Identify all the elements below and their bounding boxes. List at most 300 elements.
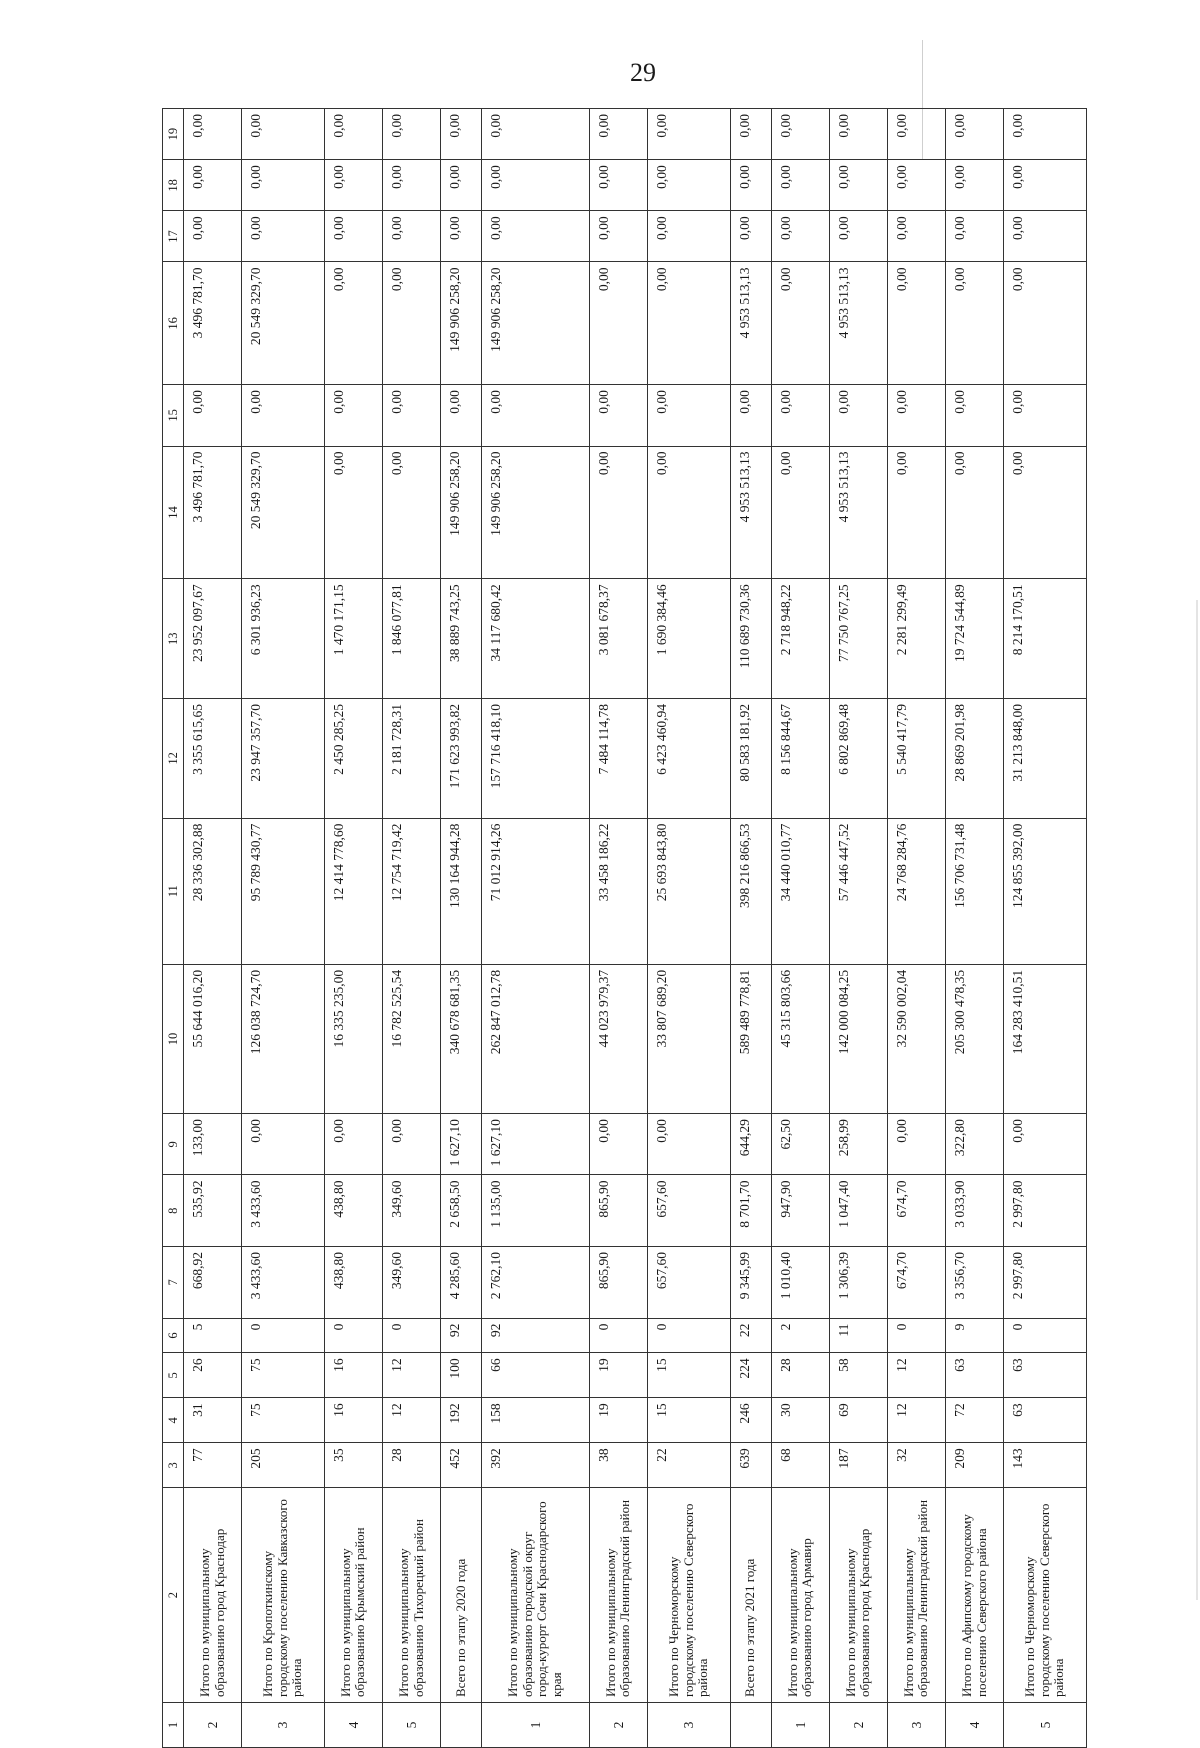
cell-col-13: 2 281 299,49 <box>887 579 945 699</box>
cell-col-11: 124 855 392,00 <box>1004 818 1087 964</box>
column-number-2: 2 <box>163 1488 184 1703</box>
cell-col-8: 438,80 <box>324 1175 382 1247</box>
cell-col-12: 171 623 993,82 <box>441 699 482 819</box>
cell-col-8: 1 047,40 <box>829 1175 887 1247</box>
municipality-name: Итого по муниципальному образованию Ленинградский район <box>887 1488 945 1703</box>
cell-col-8: 3 433,60 <box>242 1175 325 1247</box>
cell-col-4: 192 <box>441 1398 482 1443</box>
cell-col-19: 0,00 <box>324 109 382 160</box>
table-row <box>829 109 887 1748</box>
cell-col-13: 38 889 743,25 <box>441 579 482 699</box>
cell-col-14: 0,00 <box>887 446 945 579</box>
cell-col-12: 7 484 114,78 <box>589 699 647 819</box>
cell-col-19: 0,00 <box>184 109 242 160</box>
cell-col-6: 0 <box>589 1318 647 1353</box>
cell-col-18: 0,00 <box>184 160 242 211</box>
cell-col-5: 12 <box>887 1353 945 1398</box>
cell-col-12: 28 869 201,98 <box>946 699 1004 819</box>
cell-col-4: 16 <box>324 1398 382 1443</box>
cell-col-15: 0,00 <box>242 385 325 446</box>
cell-col-16: 0,00 <box>946 262 1004 385</box>
table-row <box>589 109 647 1748</box>
cell-col-8: 947,90 <box>771 1175 829 1247</box>
cell-col-15: 0,00 <box>887 385 945 446</box>
row-number <box>730 1703 771 1748</box>
cell-col-5: 15 <box>647 1353 730 1398</box>
cell-col-13: 3 081 678,37 <box>589 579 647 699</box>
cell-col-7: 865,90 <box>589 1247 647 1319</box>
table-row <box>1004 109 1087 1748</box>
cell-col-11: 57 446 447,52 <box>829 818 887 964</box>
cell-col-5: 58 <box>829 1353 887 1398</box>
cell-col-6: 0 <box>383 1318 441 1353</box>
cell-col-8: 865,90 <box>589 1175 647 1247</box>
column-number-12: 12 <box>163 699 184 819</box>
cell-col-12: 6 423 460,94 <box>647 699 730 819</box>
cell-col-3: 205 <box>242 1443 325 1488</box>
cell-col-10: 126 038 724,70 <box>242 964 325 1113</box>
cell-col-8: 674,70 <box>887 1175 945 1247</box>
row-number: 3 <box>242 1703 325 1748</box>
column-number-17: 17 <box>163 211 184 262</box>
cell-col-6: 11 <box>829 1318 887 1353</box>
cell-col-12: 3 355 615,65 <box>184 699 242 819</box>
cell-col-5: 19 <box>589 1353 647 1398</box>
row-number: 2 <box>184 1703 242 1748</box>
municipality-name: Итого по Черноморскому городскому поселению Северского района <box>1004 1488 1087 1703</box>
table-row <box>383 109 441 1748</box>
cell-col-17: 0,00 <box>324 211 382 262</box>
cell-col-14: 0,00 <box>647 446 730 579</box>
cell-col-14: 20 549 329,70 <box>242 446 325 579</box>
cell-col-19: 0,00 <box>887 109 945 160</box>
column-number-6: 6 <box>163 1318 184 1353</box>
column-number-14: 14 <box>163 446 184 579</box>
cell-col-16: 3 496 781,70 <box>184 262 242 385</box>
municipality-name: Итого по муниципальному образованию Крымский район <box>324 1488 382 1703</box>
column-number-3: 3 <box>163 1443 184 1488</box>
cell-col-10: 55 644 016,20 <box>184 964 242 1113</box>
cell-col-7: 657,60 <box>647 1247 730 1319</box>
cell-col-3: 32 <box>887 1443 945 1488</box>
cell-col-14: 0,00 <box>946 446 1004 579</box>
cell-col-12: 8 156 844,67 <box>771 699 829 819</box>
cell-col-10: 16 335 235,00 <box>324 964 382 1113</box>
cell-col-6: 2 <box>771 1318 829 1353</box>
cell-col-15: 0,00 <box>647 385 730 446</box>
cell-col-10: 33 807 689,20 <box>647 964 730 1113</box>
cell-col-4: 15 <box>647 1398 730 1443</box>
municipality-name: Итого по муниципальному образованию город Краснодар <box>184 1488 242 1703</box>
cell-col-6: 92 <box>441 1318 482 1353</box>
cell-col-10: 205 300 478,35 <box>946 964 1004 1113</box>
cell-col-3: 22 <box>647 1443 730 1488</box>
cell-col-5: 66 <box>482 1353 590 1398</box>
municipality-name: Итого по Кропоткинскому городскому поселению Кавказского района <box>242 1488 325 1703</box>
cell-col-3: 143 <box>1004 1443 1087 1488</box>
cell-col-6: 92 <box>482 1318 590 1353</box>
cell-col-8: 349,60 <box>383 1175 441 1247</box>
cell-col-8: 657,60 <box>647 1175 730 1247</box>
cell-col-18: 0,00 <box>589 160 647 211</box>
municipality-name: Всего по этапу 2021 года <box>730 1488 771 1703</box>
cell-col-12: 23 947 357,70 <box>242 699 325 819</box>
cell-col-15: 0,00 <box>441 385 482 446</box>
cell-col-8: 1 135,00 <box>482 1175 590 1247</box>
cell-col-17: 0,00 <box>383 211 441 262</box>
cell-col-12: 80 583 181,92 <box>730 699 771 819</box>
cell-col-3: 452 <box>441 1443 482 1488</box>
table-row <box>242 109 325 1748</box>
cell-col-18: 0,00 <box>829 160 887 211</box>
cell-col-5: 12 <box>383 1353 441 1398</box>
cell-col-18: 0,00 <box>647 160 730 211</box>
cell-col-3: 639 <box>730 1443 771 1488</box>
cell-col-14: 0,00 <box>589 446 647 579</box>
cell-col-15: 0,00 <box>946 385 1004 446</box>
column-number-row <box>163 109 184 1748</box>
row-number: 5 <box>1004 1703 1087 1748</box>
cell-col-12: 5 540 417,79 <box>887 699 945 819</box>
cell-col-8: 535,92 <box>184 1175 242 1247</box>
cell-col-14: 0,00 <box>1004 446 1087 579</box>
cell-col-5: 26 <box>184 1353 242 1398</box>
table-row <box>730 109 771 1748</box>
cell-col-13: 1 690 384,46 <box>647 579 730 699</box>
cell-col-13: 110 689 730,36 <box>730 579 771 699</box>
cell-col-19: 0,00 <box>771 109 829 160</box>
cell-col-19: 0,00 <box>383 109 441 160</box>
page-number: 29 <box>630 58 656 87</box>
cell-col-19: 0,00 <box>242 109 325 160</box>
cell-col-13: 23 952 097,67 <box>184 579 242 699</box>
cell-col-7: 9 345,99 <box>730 1247 771 1319</box>
data-table <box>162 108 1087 1748</box>
cell-col-15: 0,00 <box>771 385 829 446</box>
cell-col-15: 0,00 <box>829 385 887 446</box>
cell-col-11: 24 768 284,76 <box>887 818 945 964</box>
cell-col-5: 16 <box>324 1353 382 1398</box>
row-number: 1 <box>482 1703 590 1748</box>
municipality-name: Итого по муниципальному образованию городской округ город-курорт Сочи Краснодарского края <box>482 1488 590 1703</box>
cell-col-14: 0,00 <box>324 446 382 579</box>
cell-col-9: 258,99 <box>829 1114 887 1175</box>
cell-col-16: 0,00 <box>887 262 945 385</box>
cell-col-3: 35 <box>324 1443 382 1488</box>
cell-col-9: 0,00 <box>887 1114 945 1175</box>
cell-col-5: 63 <box>946 1353 1004 1398</box>
cell-col-18: 0,00 <box>771 160 829 211</box>
cell-col-9: 0,00 <box>589 1114 647 1175</box>
cell-col-4: 246 <box>730 1398 771 1443</box>
municipality-name: Итого по муниципальному образованию город Краснодар <box>829 1488 887 1703</box>
cell-col-11: 156 706 731,48 <box>946 818 1004 964</box>
column-number-15: 15 <box>163 385 184 446</box>
cell-col-7: 668,92 <box>184 1247 242 1319</box>
column-number-11: 11 <box>163 818 184 964</box>
cell-col-6: 0 <box>647 1318 730 1353</box>
cell-col-7: 3 356,70 <box>946 1247 1004 1319</box>
cell-col-7: 349,60 <box>383 1247 441 1319</box>
cell-col-9: 0,00 <box>1004 1114 1087 1175</box>
cell-col-7: 2 997,80 <box>1004 1247 1087 1319</box>
cell-col-13: 1 846 077,81 <box>383 579 441 699</box>
cell-col-9: 0,00 <box>324 1114 382 1175</box>
row-number: 4 <box>946 1703 1004 1748</box>
column-number-8: 8 <box>163 1175 184 1247</box>
cell-col-18: 0,00 <box>482 160 590 211</box>
cell-col-3: 28 <box>383 1443 441 1488</box>
cell-col-17: 0,00 <box>441 211 482 262</box>
cell-col-17: 0,00 <box>887 211 945 262</box>
cell-col-4: 72 <box>946 1398 1004 1443</box>
cell-col-8: 3 033,90 <box>946 1175 1004 1247</box>
cell-col-15: 0,00 <box>589 385 647 446</box>
cell-col-6: 5 <box>184 1318 242 1353</box>
cell-col-10: 589 489 778,81 <box>730 964 771 1113</box>
cell-col-11: 25 693 843,80 <box>647 818 730 964</box>
cell-col-7: 3 433,60 <box>242 1247 325 1319</box>
cell-col-18: 0,00 <box>383 160 441 211</box>
cell-col-12: 6 802 869,48 <box>829 699 887 819</box>
cell-col-13: 6 301 936,23 <box>242 579 325 699</box>
cell-col-16: 0,00 <box>771 262 829 385</box>
table-row <box>324 109 382 1748</box>
cell-col-13: 1 470 171,15 <box>324 579 382 699</box>
cell-col-9: 62,50 <box>771 1114 829 1175</box>
column-number-1: 1 <box>163 1703 184 1748</box>
cell-col-16: 0,00 <box>1004 262 1087 385</box>
cell-col-9: 0,00 <box>647 1114 730 1175</box>
cell-col-9: 1 627,10 <box>441 1114 482 1175</box>
row-number <box>441 1703 482 1748</box>
cell-col-15: 0,00 <box>1004 385 1087 446</box>
cell-col-11: 71 012 914,26 <box>482 818 590 964</box>
cell-col-16: 149 906 258,20 <box>482 262 590 385</box>
cell-col-4: 63 <box>1004 1398 1087 1443</box>
cell-col-8: 2 658,50 <box>441 1175 482 1247</box>
cell-col-17: 0,00 <box>1004 211 1087 262</box>
row-number: 1 <box>771 1703 829 1748</box>
cell-col-4: 69 <box>829 1398 887 1443</box>
cell-col-9: 133,00 <box>184 1114 242 1175</box>
row-number: 2 <box>829 1703 887 1748</box>
row-number: 4 <box>324 1703 382 1748</box>
cell-col-14: 149 906 258,20 <box>482 446 590 579</box>
cell-col-19: 0,00 <box>441 109 482 160</box>
table-body <box>184 109 1087 1748</box>
cell-col-16: 4 953 513,13 <box>730 262 771 385</box>
cell-col-19: 0,00 <box>589 109 647 160</box>
cell-col-17: 0,00 <box>647 211 730 262</box>
cell-col-11: 28 336 302,88 <box>184 818 242 964</box>
cell-col-6: 0 <box>1004 1318 1087 1353</box>
cell-col-17: 0,00 <box>771 211 829 262</box>
cell-col-17: 0,00 <box>242 211 325 262</box>
cell-col-3: 187 <box>829 1443 887 1488</box>
column-number-7: 7 <box>163 1247 184 1319</box>
cell-col-14: 0,00 <box>383 446 441 579</box>
cell-col-10: 164 283 410,51 <box>1004 964 1087 1113</box>
cell-col-16: 149 906 258,20 <box>441 262 482 385</box>
row-number: 5 <box>383 1703 441 1748</box>
cell-col-10: 32 590 002,04 <box>887 964 945 1113</box>
table-row <box>771 109 829 1748</box>
scan-edge-mark <box>1196 600 1198 1600</box>
cell-col-5: 224 <box>730 1353 771 1398</box>
column-number-5: 5 <box>163 1353 184 1398</box>
cell-col-5: 63 <box>1004 1353 1087 1398</box>
cell-col-6: 22 <box>730 1318 771 1353</box>
cell-col-16: 4 953 513,13 <box>829 262 887 385</box>
cell-col-16: 0,00 <box>324 262 382 385</box>
cell-col-4: 75 <box>242 1398 325 1443</box>
cell-col-12: 31 213 848,00 <box>1004 699 1087 819</box>
cell-col-7: 1 306,39 <box>829 1247 887 1319</box>
cell-col-3: 68 <box>771 1443 829 1488</box>
column-number-13: 13 <box>163 579 184 699</box>
cell-col-11: 12 414 778,60 <box>324 818 382 964</box>
municipality-name: Итого по муниципальному образованию город Армавир <box>771 1488 829 1703</box>
cell-col-17: 0,00 <box>184 211 242 262</box>
cell-col-4: 158 <box>482 1398 590 1443</box>
cell-col-16: 0,00 <box>383 262 441 385</box>
table-row <box>441 109 482 1748</box>
cell-col-18: 0,00 <box>1004 160 1087 211</box>
cell-col-7: 4 285,60 <box>441 1247 482 1319</box>
cell-col-9: 0,00 <box>242 1114 325 1175</box>
table-row <box>887 109 945 1748</box>
cell-col-10: 340 678 681,35 <box>441 964 482 1113</box>
cell-col-9: 1 627,10 <box>482 1114 590 1175</box>
cell-col-15: 0,00 <box>730 385 771 446</box>
cell-col-19: 0,00 <box>482 109 590 160</box>
municipality-name: Всего по этапу 2020 года <box>441 1488 482 1703</box>
column-number-9: 9 <box>163 1114 184 1175</box>
cell-col-13: 19 724 544,89 <box>946 579 1004 699</box>
cell-col-5: 100 <box>441 1353 482 1398</box>
cell-col-11: 398 216 866,53 <box>730 818 771 964</box>
cell-col-10: 262 847 012,78 <box>482 964 590 1113</box>
cell-col-12: 2 181 728,31 <box>383 699 441 819</box>
cell-col-12: 157 716 418,10 <box>482 699 590 819</box>
cell-col-3: 38 <box>589 1443 647 1488</box>
cell-col-4: 30 <box>771 1398 829 1443</box>
row-number: 3 <box>887 1703 945 1748</box>
cell-col-14: 149 906 258,20 <box>441 446 482 579</box>
municipality-name: Итого по Афипскому городскому поселению Северского района <box>946 1488 1004 1703</box>
cell-col-13: 77 750 767,25 <box>829 579 887 699</box>
cell-col-17: 0,00 <box>482 211 590 262</box>
cell-col-5: 28 <box>771 1353 829 1398</box>
table-row <box>946 109 1004 1748</box>
cell-col-19: 0,00 <box>730 109 771 160</box>
cell-col-14: 3 496 781,70 <box>184 446 242 579</box>
cell-col-16: 0,00 <box>647 262 730 385</box>
table-row <box>647 109 730 1748</box>
cell-col-3: 209 <box>946 1443 1004 1488</box>
cell-col-18: 0,00 <box>946 160 1004 211</box>
cell-col-17: 0,00 <box>829 211 887 262</box>
table-row <box>184 109 242 1748</box>
rotated-table-container <box>162 108 1087 1748</box>
cell-col-14: 0,00 <box>771 446 829 579</box>
cell-col-6: 9 <box>946 1318 1004 1353</box>
column-number-19: 19 <box>163 109 184 160</box>
cell-col-10: 44 023 979,37 <box>589 964 647 1113</box>
cell-col-3: 392 <box>482 1443 590 1488</box>
cell-col-13: 8 214 170,51 <box>1004 579 1087 699</box>
cell-col-10: 45 315 803,66 <box>771 964 829 1113</box>
cell-col-8: 2 997,80 <box>1004 1175 1087 1247</box>
cell-col-18: 0,00 <box>324 160 382 211</box>
cell-col-16: 0,00 <box>589 262 647 385</box>
cell-col-19: 0,00 <box>946 109 1004 160</box>
cell-col-8: 8 701,70 <box>730 1175 771 1247</box>
cell-col-17: 0,00 <box>589 211 647 262</box>
municipality-name: Итого по муниципальному образованию Тихорецкий район <box>383 1488 441 1703</box>
column-number-18: 18 <box>163 160 184 211</box>
cell-col-15: 0,00 <box>184 385 242 446</box>
cell-col-18: 0,00 <box>242 160 325 211</box>
cell-col-15: 0,00 <box>383 385 441 446</box>
table-row <box>482 109 590 1748</box>
cell-col-18: 0,00 <box>887 160 945 211</box>
cell-col-4: 31 <box>184 1398 242 1443</box>
cell-col-9: 322,80 <box>946 1114 1004 1175</box>
cell-col-11: 33 458 186,22 <box>589 818 647 964</box>
cell-col-11: 95 789 430,77 <box>242 818 325 964</box>
column-number-4: 4 <box>163 1398 184 1443</box>
column-number-16: 16 <box>163 262 184 385</box>
cell-col-6: 0 <box>242 1318 325 1353</box>
cell-col-15: 0,00 <box>324 385 382 446</box>
cell-col-17: 0,00 <box>730 211 771 262</box>
cell-col-17: 0,00 <box>946 211 1004 262</box>
cell-col-13: 34 117 680,42 <box>482 579 590 699</box>
cell-col-19: 0,00 <box>829 109 887 160</box>
cell-col-18: 0,00 <box>441 160 482 211</box>
cell-col-9: 0,00 <box>383 1114 441 1175</box>
cell-col-19: 0,00 <box>647 109 730 160</box>
cell-col-10: 142 000 084,25 <box>829 964 887 1113</box>
row-number: 3 <box>647 1703 730 1748</box>
cell-col-9: 644,29 <box>730 1114 771 1175</box>
municipality-name: Итого по муниципальному образованию Ленинградский район <box>589 1488 647 1703</box>
cell-col-4: 12 <box>383 1398 441 1443</box>
cell-col-6: 0 <box>324 1318 382 1353</box>
cell-col-5: 75 <box>242 1353 325 1398</box>
cell-col-19: 0,00 <box>1004 109 1087 160</box>
cell-col-18: 0,00 <box>730 160 771 211</box>
cell-col-12: 2 450 285,25 <box>324 699 382 819</box>
cell-col-3: 77 <box>184 1443 242 1488</box>
cell-col-7: 438,80 <box>324 1247 382 1319</box>
cell-col-6: 0 <box>887 1318 945 1353</box>
cell-col-14: 4 953 513,13 <box>730 446 771 579</box>
cell-col-14: 4 953 513,13 <box>829 446 887 579</box>
cell-col-15: 0,00 <box>482 385 590 446</box>
cell-col-7: 674,70 <box>887 1247 945 1319</box>
cell-col-11: 130 164 944,28 <box>441 818 482 964</box>
cell-col-7: 2 762,10 <box>482 1247 590 1319</box>
cell-col-11: 34 440 010,77 <box>771 818 829 964</box>
municipality-name: Итого по Черноморскому городскому поселению Северского района <box>647 1488 730 1703</box>
cell-col-13: 2 718 948,22 <box>771 579 829 699</box>
cell-col-10: 16 782 525,54 <box>383 964 441 1113</box>
cell-col-7: 1 010,40 <box>771 1247 829 1319</box>
cell-col-11: 12 754 719,42 <box>383 818 441 964</box>
